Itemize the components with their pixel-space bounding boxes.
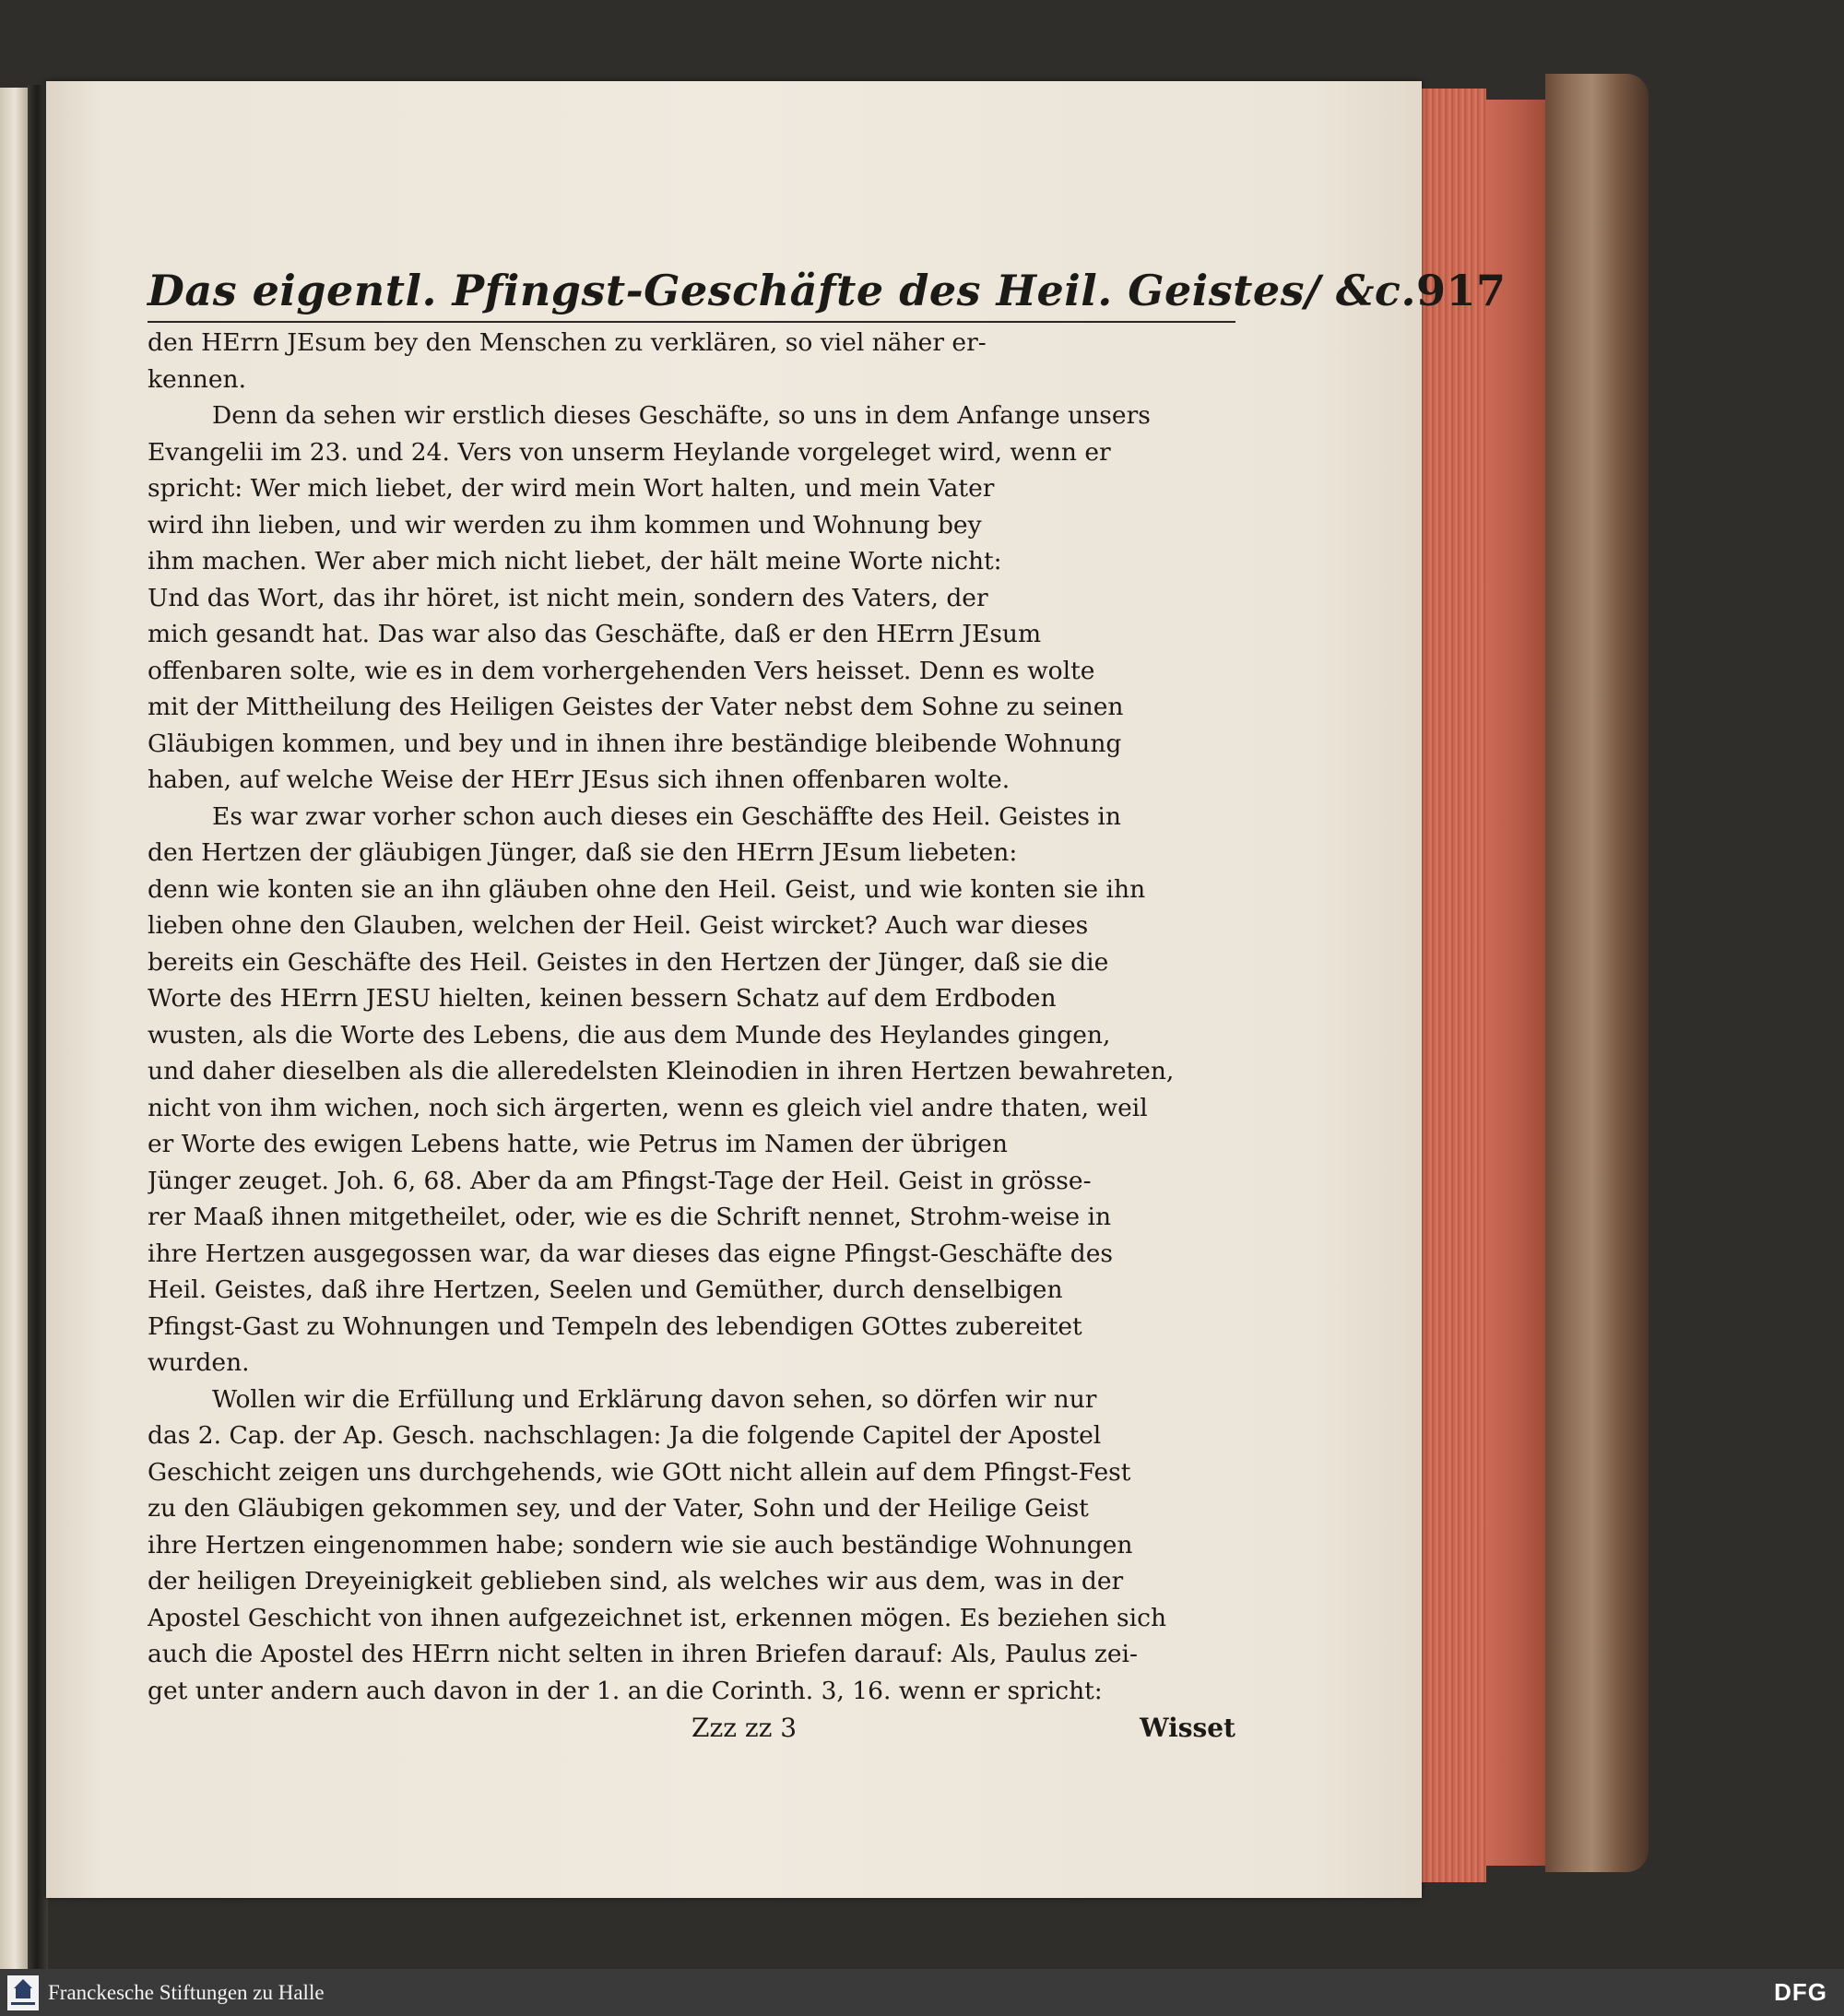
text-line: Wollen wir die Erfüllung und Erklärung davon sehen, so dörfen wir nur — [212, 1384, 1097, 1414]
text-line: und daher dieselben als die alleredelsten Kleinodien in ihren Hertzen bewahreten, — [148, 1057, 1175, 1085]
text-line: Pfingst-Gast zu Wohnungen und Tempeln des lebendigen GOttes zubereitet — [148, 1311, 1082, 1341]
text-line: Apostel Geschicht von ihnen aufgezeichnet ist, erkennen mögen. Es beziehen sich — [148, 1603, 1167, 1632]
text-line: auch die Apostel des HErrn nicht selten in ihren Briefen darauf: Als, Paulus zei- — [148, 1640, 1138, 1668]
text-line: den HErrn JEsum bey den Menschen zu verklären, so viel näher er- — [148, 328, 987, 357]
red-fore-edge — [1422, 89, 1486, 1882]
book-page — [46, 81, 1507, 1898]
dfg-logo-icon[interactable]: DFG — [1774, 1978, 1827, 2006]
text-line: Worte des HErrn JESU hielten, keinen bessern Schatz auf dem Erdboden — [148, 984, 1057, 1013]
text-line: der heiligen Dreyeinigkeit geblieben sind, als welches wir aus dem, was in der — [148, 1567, 1124, 1595]
catchword: Wisset — [1140, 1713, 1235, 1743]
text-line: haben, auf welche Weise der HErr JEsus sich ihnen offenbaren wolte. — [148, 765, 1011, 794]
text-line: den Hertzen der gläubigen Jünger, daß sie den HErrn JEsum liebeten: — [148, 838, 1018, 867]
left-page-edge — [0, 88, 28, 1969]
body-text — [148, 325, 1235, 1709]
text-line: zu den Gläubigen gekommen sey, und der Vater, Sohn und der Heilige Geist — [148, 1494, 1089, 1523]
leather-cover-edge — [1545, 74, 1649, 1872]
book-gutter — [28, 85, 48, 1969]
running-head — [148, 266, 1507, 323]
text-line: wusten, als die Worte des Lebens, die aus dem Munde des Heylandes gingen, — [148, 1020, 1111, 1050]
text-line: offenbaren solte, wie es in dem vorhergehenden Vers heisset. Denn es wolte — [148, 656, 1095, 685]
text-line: er Worte des ewigen Lebens hatte, wie Petrus im Namen der übrigen — [148, 1130, 1008, 1158]
text-line: lieben ohne den Glauben, welchen der Heil. Geist wircket? Auch war dieses — [148, 911, 1089, 940]
page-foot — [148, 1713, 1235, 1743]
text-line: das 2. Cap. der Ap. Gesch. nachschlagen: Ja die folgende Capitel der Apostel — [148, 1421, 1102, 1450]
text-line: wird ihn lieben, und wir werden zu ihm kommen und Wohnung bey — [148, 510, 982, 540]
text-line: wurden. — [148, 1348, 250, 1377]
running-title: Das eigentl. Pfingst-Geschäfte des Heil. Geistes/ &c. — [148, 266, 1416, 315]
text-line: denn wie konten sie an ihn gläuben ohne den Heil. Geist, und wie konten sie ihn — [148, 874, 1146, 904]
text-line: rer Maaß ihnen mitgetheilet, oder, wie es die Schrift nennet, Strohm-weise in — [148, 1203, 1112, 1231]
text-line: mich gesandt hat. Das war also das Geschäfte, daß er den HErrn JEsum — [148, 620, 1042, 648]
text-line: bereits ein Geschäfte des Heil. Geistes in den Hertzen der Jünger, daß sie die — [148, 947, 1109, 977]
text-line: Und das Wort, das ihr höret, ist nicht mein, sondern des Vaters, der — [148, 583, 988, 612]
text-line: Gläubigen kommen, und bey und in ihnen ihre beständige bleibende Wohnung — [148, 729, 1122, 758]
text-line: Es war zwar vorher schon auch dieses ein Geschäffte des Heil. Geistes in — [212, 801, 1121, 831]
text-line: Geschicht zeigen uns durchgehends, wie GOtt nicht allein auf dem Pfingst-Fest — [148, 1457, 1131, 1487]
text-block — [148, 266, 1507, 1743]
text-line: Heil. Geistes, daß ihre Hertzen, Seelen und Gemüther, durch denselbigen — [148, 1275, 1063, 1304]
text-line: Denn da sehen wir erstlich dieses Geschäfte, so uns in dem Anfange unsers — [212, 401, 1151, 430]
text-line: ihm machen. Wer aber mich nicht liebet, der hält meine Worte nicht: — [148, 547, 1002, 575]
signature-mark: Zzz zz 3 — [692, 1713, 798, 1743]
text-line: spricht: Wer mich liebet, der wird mein Wort halten, und mein Vater — [148, 474, 995, 503]
institution-name[interactable]: Franckesche Stiftungen zu Halle — [48, 1980, 325, 2004]
text-line: Jünger zeuget. Joh. 6, 68. Aber da am Pfingst-Tage der Heil. Geist in grösse- — [148, 1166, 1092, 1195]
institution-branding[interactable] — [7, 1975, 325, 2010]
text-line: kennen. — [148, 364, 247, 394]
viewer-footer-bar — [0, 1969, 1844, 2016]
page-number: 917 — [1415, 266, 1507, 315]
text-line: ihre Hertzen eingenommen habe; sondern wie sie auch beständige Wohnungen — [148, 1530, 1133, 1559]
text-line: Evangelii im 23. und 24. Vers von unserm Heylande vorgeleget wird, wenn er — [148, 437, 1111, 467]
fore-edge-shadow — [1486, 100, 1545, 1866]
text-line: mit der Mittheilung des Heiligen Geistes der Vater nebst dem Sohne zu seinen — [148, 693, 1124, 721]
francke-foundation-logo-icon[interactable] — [7, 1975, 39, 2010]
text-line: nicht von ihm wichen, noch sich ärgerten, wenn es gleich viel andre thaten, weil — [148, 1093, 1148, 1122]
text-line: get unter andern auch davon in der 1. an die Corinth. 3, 16. wenn er spricht: — [148, 1676, 1103, 1705]
text-line: ihre Hertzen ausgegossen war, da war dieses das eigne Pfingst-Geschäfte des — [148, 1239, 1114, 1268]
